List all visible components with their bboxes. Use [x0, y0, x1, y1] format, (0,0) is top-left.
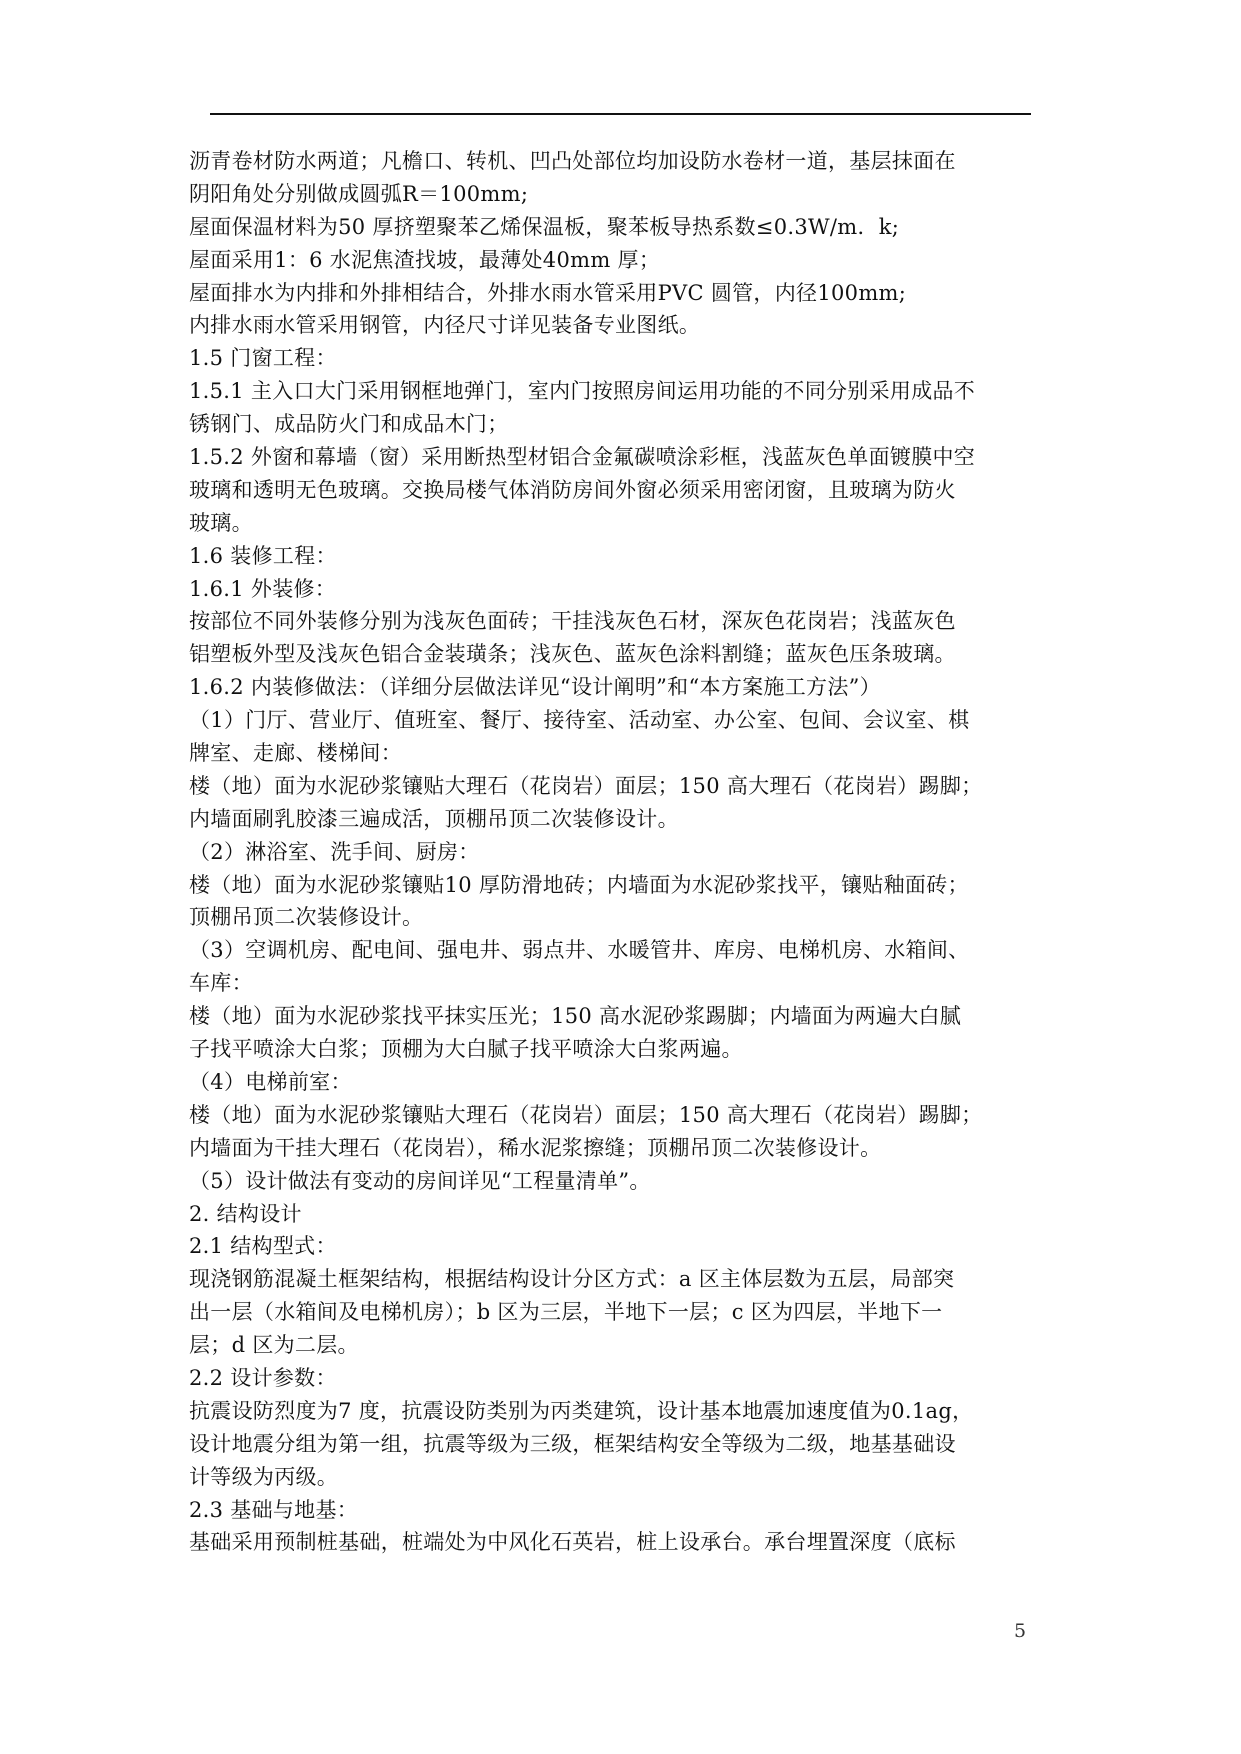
text-line: 屋面排水为内排和外排相结合，外排水雨水管采用PVC 圆管，内径100mm;	[189, 280, 907, 305]
text-line: 基础采用预制桩基础，桩端处为中风化石英岩，桩上设承台。承台埋置深度（底标	[189, 1530, 956, 1555]
text-line: 牌室、走廊、楼梯间：	[189, 741, 402, 766]
text-line: 1.5 门窗工程：	[189, 346, 337, 371]
text-line: 屋面保温材料为50 厚挤塑聚苯乙烯保温板，聚苯板导热系数≤0.3W/m．k;	[189, 214, 900, 239]
text-line: 2.3 基础与地基：	[189, 1497, 359, 1522]
text-line: （3）空调机房、配电间、强电井、弱点井、水暖管井、库房、电梯机房、水箱间、	[189, 938, 970, 963]
text-line: 1.6.1 外装修：	[189, 576, 337, 601]
header-rule	[210, 113, 1031, 115]
text-line: 玻璃。	[189, 510, 253, 535]
page-number: 5	[1014, 1620, 1027, 1642]
text-line: 1.5.2 外窗和幕墙（窗）采用断热型材铝合金氟碳喷涂彩框，浅蓝灰色单面镀膜中空	[189, 445, 976, 470]
text-line: 2.2 设计参数：	[189, 1365, 337, 1390]
text-line: 楼（地）面为水泥砂浆找平抹实压光；150 高水泥砂浆踢脚；内墙面为两遍大白腻	[189, 1004, 962, 1029]
text-line: 车库：	[189, 971, 253, 996]
text-line: 楼（地）面为水泥砂浆镶贴大理石（花岗岩）面层；150 高大理石（花岗岩）踢脚；	[189, 1102, 983, 1127]
text-line: （4）电梯前室：	[189, 1069, 352, 1094]
text-line: 内墙面为干挂大理石（花岗岩），稀水泥浆擦缝；顶棚吊顶二次装修设计。	[189, 1135, 882, 1160]
text-line: （1）门厅、营业厅、值班室、餐厅、接待室、活动室、办公室、包间、会议室、棋	[189, 708, 970, 733]
text-line: 计等级为丙级。	[189, 1464, 339, 1489]
text-line: 顶棚吊顶二次装修设计。	[189, 905, 424, 930]
text-line: （2）淋浴室、洗手间、厨房：	[189, 839, 480, 864]
text-line: 1.6 装修工程：	[189, 543, 337, 568]
text-line: 按部位不同外装修分别为浅灰色面砖；干挂浅灰色石材，深灰色花岗岩；浅蓝灰色	[189, 609, 956, 634]
text-line: 楼（地）面为水泥砂浆镶贴10 厚防滑地砖；内墙面为水泥砂浆找平，镶贴釉面砖；	[189, 872, 969, 897]
text-line: 铝塑板外型及浅灰色铝合金装璜条；浅灰色、蓝灰色涂料割缝；蓝灰色压条玻璃。	[189, 642, 956, 667]
text-line: 2.1 结构型式：	[189, 1234, 337, 1259]
text-line: 内墙面刷乳胶漆三遍成活，顶棚吊顶二次装修设计。	[189, 806, 679, 831]
text-line: 玻璃和透明无色玻璃。交换局楼气体消防房间外窗必须采用密闭窗，且玻璃为防火	[189, 477, 956, 502]
document-body	[189, 145, 1089, 1559]
text-line: 1.5.1 主入口大门采用钢框地弹门，室内门按照房间运用功能的不同分别采用成品不	[189, 379, 976, 404]
text-line: 出一层（水箱间及电梯机房）；b 区为三层，半地下一层；c 区为四层，半地下一	[189, 1300, 943, 1325]
text-line: （5）设计做法有变动的房间详见“工程量清单”。	[189, 1168, 651, 1193]
text-line: 内排水雨水管采用钢管，内径尺寸详见装备专业图纸。	[189, 313, 701, 338]
text-line: 子找平喷涂大白浆；顶棚为大白腻子找平喷涂大白浆两遍。	[189, 1037, 743, 1062]
text-line: 2. 结构设计	[189, 1201, 302, 1226]
text-line: 屋面采用1：6 水泥焦渣找坡，最薄处40mm 厚；	[189, 247, 661, 272]
text-line: 现浇钢筋混凝土框架结构，根据结构设计分区方式：a 区主体层数为五层，局部突	[189, 1267, 955, 1292]
text-line: 楼（地）面为水泥砂浆镶贴大理石（花岗岩）面层；150 高大理石（花岗岩）踢脚；	[189, 773, 983, 798]
text-line: 抗震设防烈度为7 度，抗震设防类别为丙类建筑，设计基本地震加速度值为0.1ag，	[189, 1398, 974, 1423]
text-line: 锈钢门、成品防火门和成品木门；	[189, 412, 509, 437]
text-line: 设计地震分组为第一组，抗震等级为三级，框架结构安全等级为二级，地基基础设	[189, 1431, 956, 1456]
text-line: 层；d 区为二层。	[189, 1333, 359, 1358]
text-line: 1.6.2 内装修做法：（详细分层做法详见“设计阐明”和“本方案施工方法”）	[189, 675, 881, 700]
text-line: 沥青卷材防水两道；凡檐口、转机、凹凸处部位均加设防水卷材一道，基层抹面在	[189, 149, 956, 173]
text-line: 阴阳角处分别做成圆弧R＝100mm;	[189, 181, 529, 206]
